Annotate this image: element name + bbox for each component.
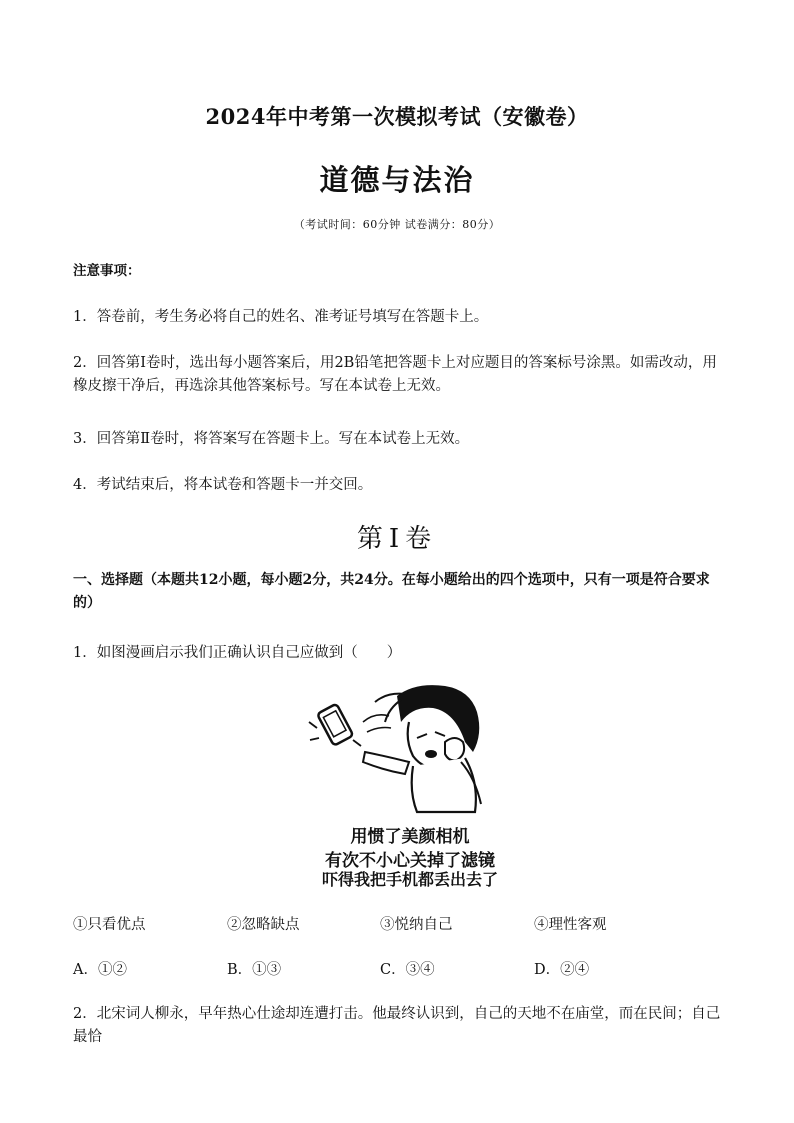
exam-title: 2024年中考第一次模拟考试（安徽卷） xyxy=(205,104,589,129)
comic-drawing xyxy=(305,682,515,887)
comic-illustration xyxy=(305,682,515,887)
question-1-stem: 1．如图漫画启示我们正确认识自己应做到（ ） xyxy=(73,645,402,661)
choice-a[interactable]: A．①② xyxy=(73,962,127,978)
section-title: 第Ⅰ卷 xyxy=(356,524,438,554)
statement-4: ④理性客观 xyxy=(534,917,607,933)
comic-caption-line-3: 吓得我把手机都丢出去了 xyxy=(321,870,499,887)
choice-c[interactable]: C．③④ xyxy=(380,962,435,978)
notice-item-3: 3．回答第Ⅱ卷时，将答案写在答题卡上。写在本试卷上无效。 xyxy=(73,431,470,447)
statement-1: ①只看优点 xyxy=(73,917,146,933)
choice-d[interactable]: D．②④ xyxy=(534,962,590,978)
choice-b[interactable]: B．①③ xyxy=(227,962,282,978)
phone-icon xyxy=(317,704,353,746)
notice-item-2: 2．回答第Ⅰ卷时，选出每小题答案后，用2B铅笔把答题卡上对应题目的答案标号涂黑。如需改动，用橡皮擦干净后，再选涂其他答案标号。写在本试卷上无效。 xyxy=(73,355,717,394)
comic-caption-line-2: 有次不小心关掉了滤镜 xyxy=(325,851,495,871)
exam-info: （考试时间：60分钟 试卷满分：80分） xyxy=(293,218,501,231)
statement-2: ②忽略缺点 xyxy=(227,917,300,933)
question-2-stem: 2．北宋词人柳永，早年热心仕途却连遭打击。他最终认识到，自己的天地不在庙堂，而在民间；自己最恰 xyxy=(73,1006,721,1045)
comic-caption-line-1: 用惯了美颜相机 xyxy=(350,827,470,847)
part-heading: 一、选择题（本题共12小题，每小题2分，共24分。在每小题给出的四个选项中，只有一项是符合要求的） xyxy=(73,572,710,611)
notice-item-1: 1．答卷前，考生务必将自己的姓名、准考证号填写在答题卡上。 xyxy=(73,309,489,325)
notice-item-4: 4．考试结束后，将本试卷和答题卡一并交回。 xyxy=(73,477,373,493)
notice-heading: 注意事项： xyxy=(73,263,141,279)
statement-3: ③悦纳自己 xyxy=(380,917,453,933)
subject-title: 道德与法治 xyxy=(319,163,475,197)
